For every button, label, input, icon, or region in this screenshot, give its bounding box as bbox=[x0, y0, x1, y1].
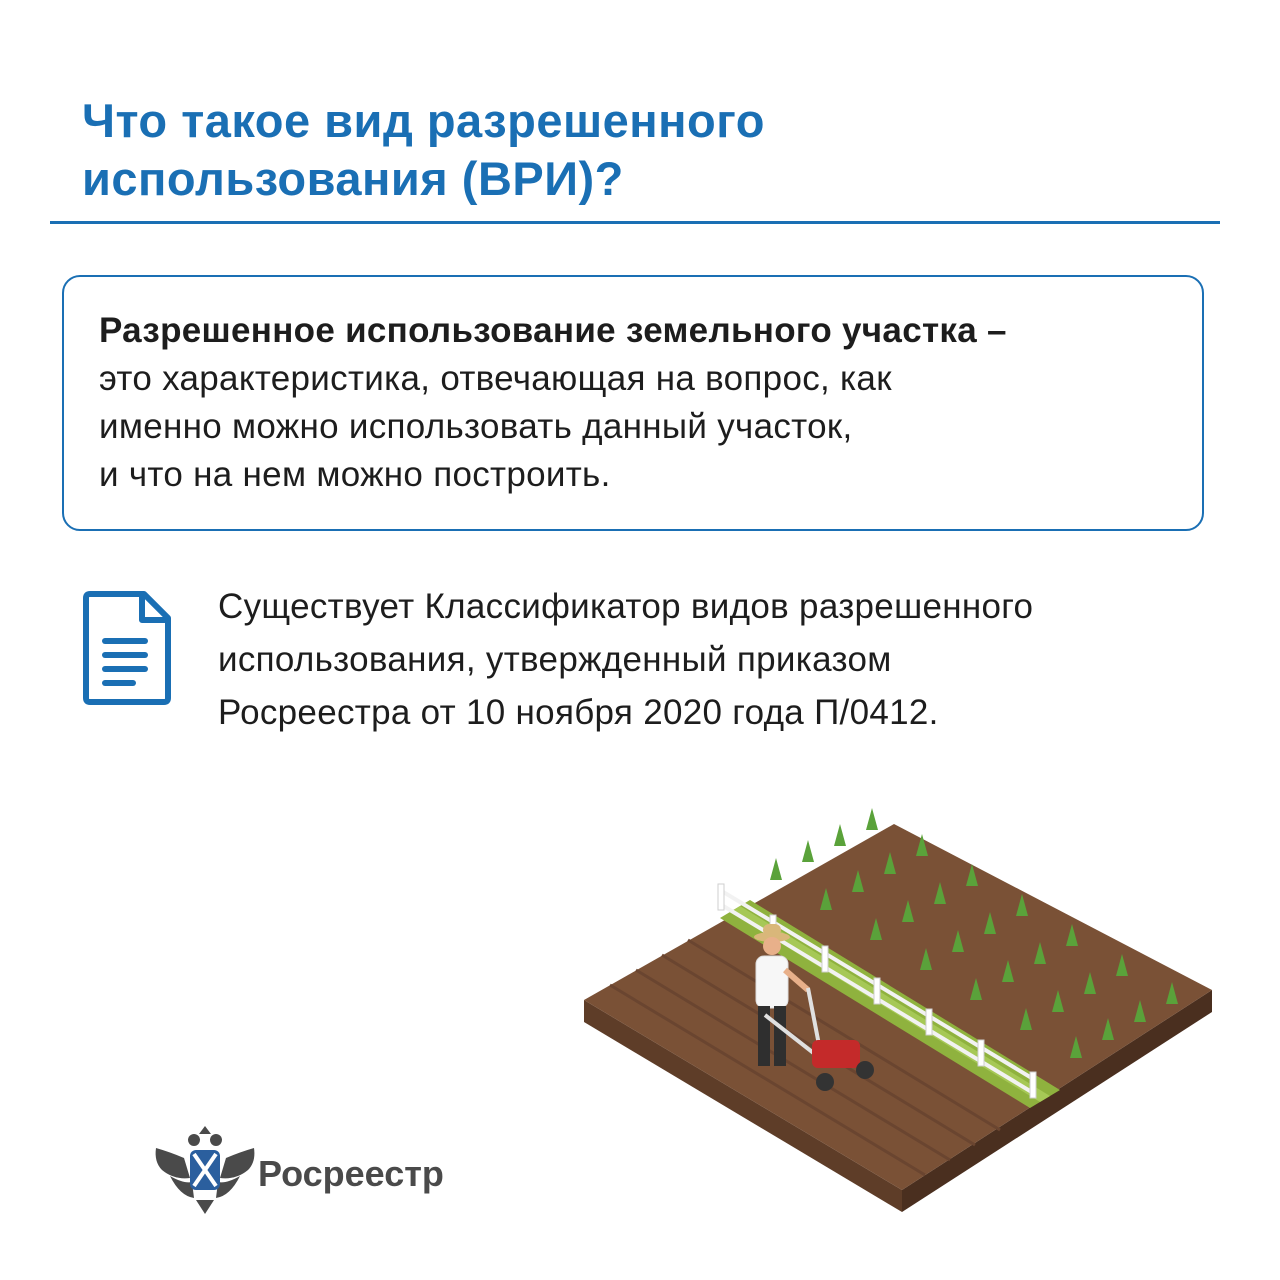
definition-box bbox=[62, 275, 1204, 531]
title-divider bbox=[50, 221, 1220, 224]
title-line-1: Что такое вид разрешенного bbox=[82, 94, 765, 147]
farm-field-illustration bbox=[580, 800, 1220, 1220]
logo-text: Росреестр bbox=[258, 1153, 444, 1194]
title-line-2: использования (ВРИ)? bbox=[82, 152, 624, 205]
definition-lead: Разрешенное использование земельного участка – bbox=[99, 311, 1007, 350]
classifier-note bbox=[218, 580, 1238, 739]
definition-line-3: именно можно использовать данный участок, bbox=[99, 407, 853, 446]
note-line-1: Существует Классификатор видов разрешенного bbox=[218, 587, 1034, 626]
eagle-emblem-icon bbox=[150, 1118, 260, 1218]
note-line-3: Росреестра от 10 ноября 2020 года П/0412. bbox=[218, 693, 939, 732]
definition-line-4: и что на нем можно построить. bbox=[99, 455, 611, 494]
definition-text bbox=[99, 307, 1202, 499]
page-title bbox=[82, 92, 1182, 208]
definition-line-2: это характеристика, отвечающая на вопрос, как bbox=[99, 359, 892, 398]
note-line-2: использования, утвержденный приказом bbox=[218, 640, 892, 679]
document-icon bbox=[82, 590, 172, 706]
